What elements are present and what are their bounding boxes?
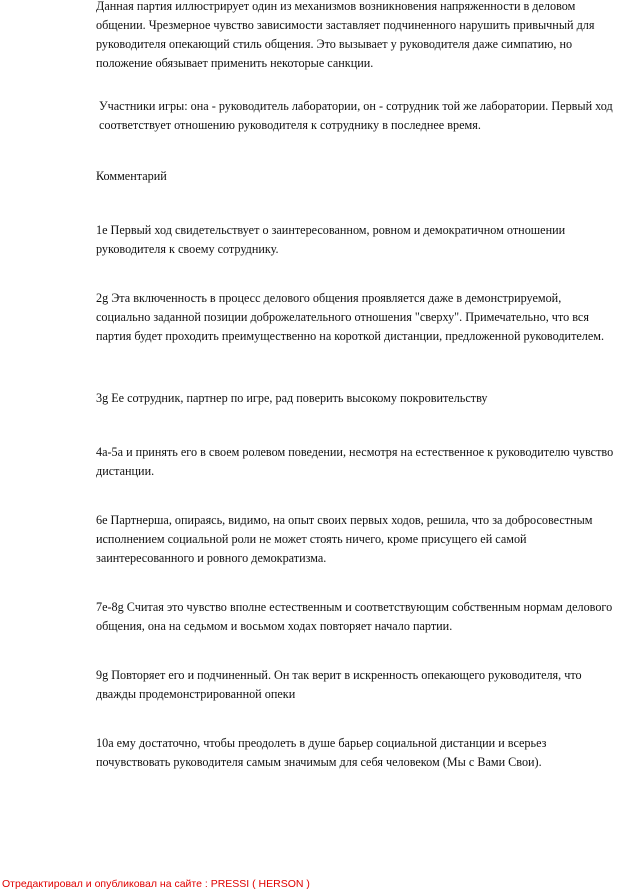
paragraph-heading-commentary: Комментарий [96,169,167,183]
paragraph-move-4a-5a: 4a-5a и принять его в своем ролевом поведении, несмотря на естественное к руководителю чувство дистанции. [96,445,614,478]
paragraph-move-10a: 10a ему достаточно, чтобы преодолеть в душе барьер социальной дистанции и всерьез почувствовать руководителя самым значимым для себя человеком (Мы с Вами Свои). [96,736,547,769]
paragraph-move-6e: 6e Партнерша, опираясь, видимо, на опыт своих первых ходов, решила, что за добросовестным исполнением социальной роли не может стоять ничего, кроме присущего ей самой заинтересованного и ровного демократизма. [96,513,593,565]
paragraph-move-3g: 3g Ее сотрудник, партнер по игре, рад поверить высокому покровительству [96,391,488,405]
paragraph-move-1e: 1e Первый ход свидетельствует о заинтересованном, ровном и демократичном отношении руководителя к своему сотруднику. [96,223,566,256]
paragraph-move-7e-8g: 7e-8g Считая это чувство вполне естественным и соответствующим собственным нормам делового общения, она на седьмом и восьмом ходах повторяет начало партии. [96,600,613,633]
paragraph-move-2g: 2g Эта включенность в процесс делового общения проявляется даже в демонстрируемой, социально заданной позиции доброжелательного отношения "сверху". Примечательно, что вся партия будет проходить преимущественно на короткой дистанции, предложенной руководителем. [96,291,605,343]
paragraph-move-9g: 9g Повторяет его и подчиненный. Он так верит в искренность опекающего руководителя, что дважды продемонстрированной опеки [96,668,582,701]
paragraph-participants: Участники игры: она - руководитель лаборатории, он - сотрудник той же лаборатории. Первый ход соответствует отношению руководителя к сотруднику в последнее время. [99,99,613,132]
footer-credit: Отредактировал и опубликовал на сайте : PRESSI ( HERSON ) [2,878,310,890]
paragraph-intro: Данная партия иллюстрирует один из механизмов возникновения напряженности в деловом общении. Чрезмерное чувство зависимости заставляет подчиненного нарушить привычный для руководителя опекающий стиль общения. Это вызывает у руководителя даже симпатию, но положение обязывает применить некоторые санкции. [96,0,595,70]
